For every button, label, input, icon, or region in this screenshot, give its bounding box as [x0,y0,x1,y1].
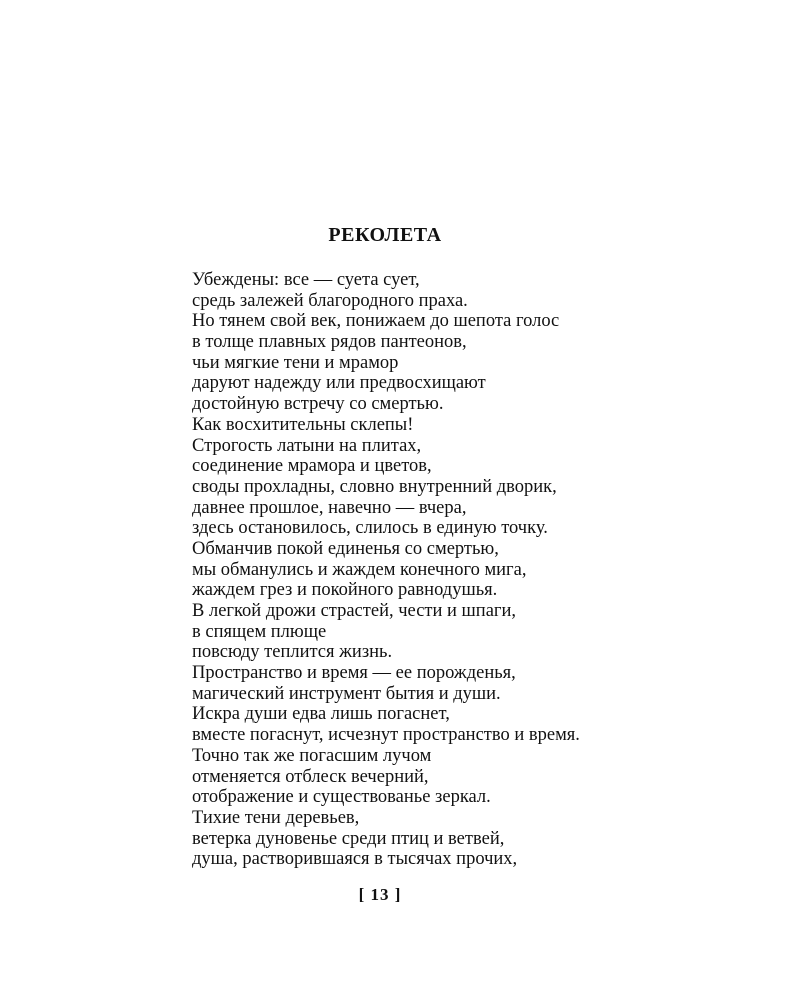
poem-body [192,270,662,870]
poem-line: Но тянем свой век, понижаем до шепота голос [192,311,560,332]
poem-line: здесь остановилось, слилось в единую точку. [192,518,548,539]
poem-line: магический инструмент бытия и души. [192,683,501,704]
poem-line: достойную встречу со смертью. [192,394,444,415]
poem-line: отображение и существованье зеркал. [192,787,491,808]
poem-line: даруют надежду или предвосхищают [192,373,486,394]
poem-title: РЕКОЛЕТА [328,224,442,246]
poem-line: Искра души едва лишь погаснет, [192,704,450,725]
poem-line: Точно так же погасшим лучом [192,745,432,766]
poem-line: Убеждены: все — суета сует, [192,270,420,290]
poem-line: жаждем грез и покойного равнодушья. [192,580,498,601]
poem-line: чьи мягкие тени и мрамор [192,352,399,373]
poem-line: соединение мрамора и цветов, [192,456,432,477]
poem-line: Строгость латыни на плитах, [192,435,422,456]
poem-line: своды прохладны, словно внутренний дворик, [192,476,557,497]
poem-line: Тихие тени деревьев, [192,807,360,828]
poem-line: в спящем плюще [192,621,327,642]
poem-line: в толще плавных рядов пантеонов, [192,332,467,353]
poem-line: средь залежей благородного праха. [192,290,468,311]
poem-line: ветерка дуновенье среди птиц и ветвей, [192,828,505,849]
poem-line: повсюду теплится жизнь. [192,642,393,663]
poem-line: душа, растворившаяся в тысячах прочих, [192,849,518,870]
poem-line: Обманчив покой единенья со смертью, [192,538,499,559]
poem-line: вместе погаснут, исчезнут пространство и время. [192,725,580,746]
poem-line: давнее прошлое, навечно — вчера, [192,497,467,518]
poem-line: отменяется отблеск вечерний, [192,766,429,787]
poem-line: Как восхитительны склепы! [192,414,414,435]
poem-line: В легкой дрожи страстей, чести и шпаги, [192,601,517,621]
poem-line: мы обманулись и жаждем конечного мига, [192,559,527,580]
poem-line: Пространство и время — ее порожденья, [192,663,516,684]
page-number: [ 13 ] [358,885,402,904]
